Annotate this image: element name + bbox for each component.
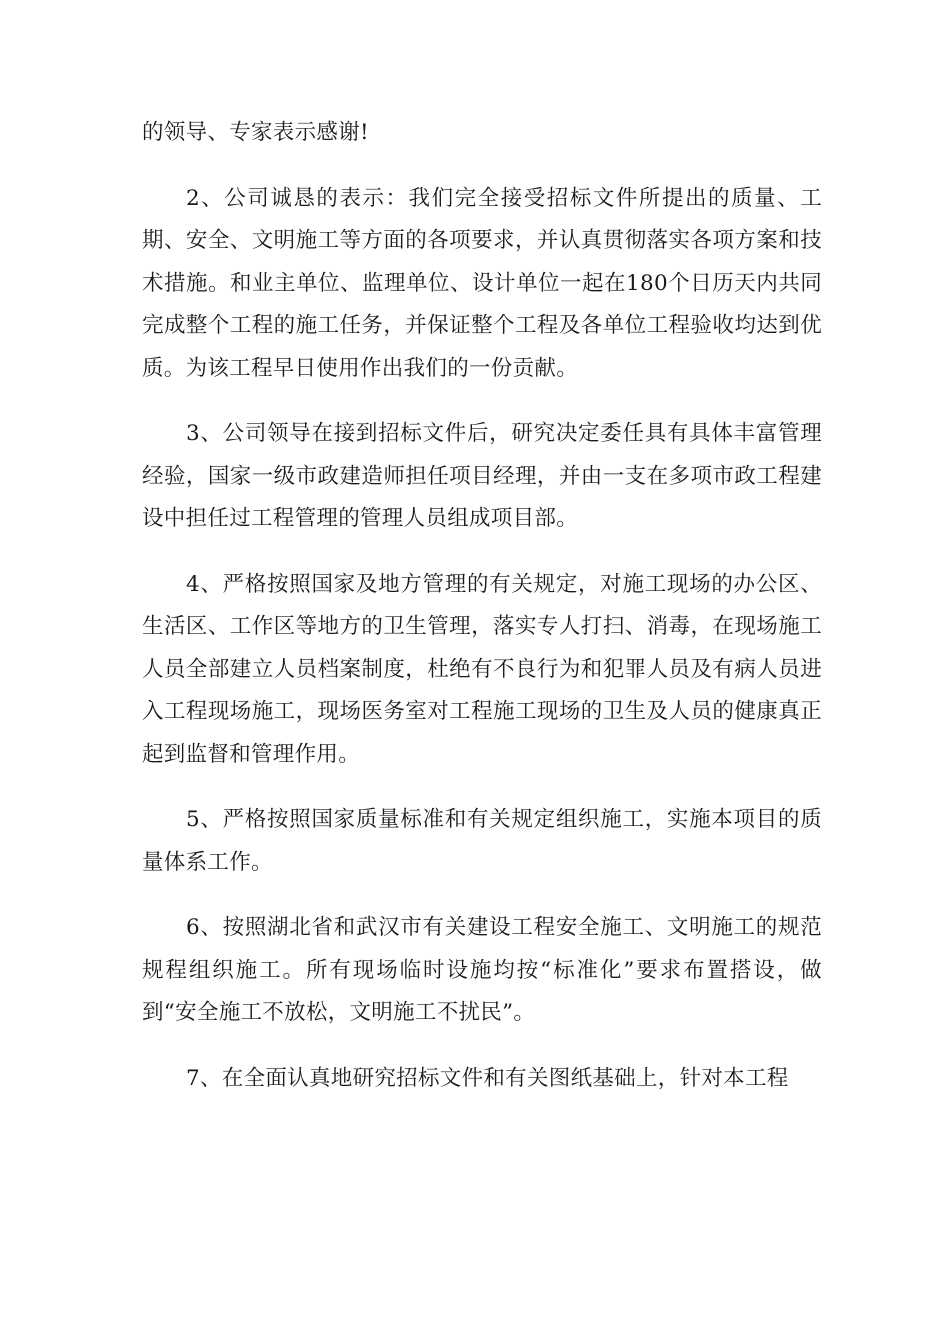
paragraph-item-6: 6、按照湖北省和武汉市有关建设工程安全施工、文明施工的规范规程组织施工。所有现场临时设施均按“标准化”要求布置搭设，做到“安全施工不放松，文明施工不扰民”。: [142, 915, 822, 1025]
paragraph-continuation: 的领导、专家表示感谢!: [142, 120, 369, 145]
paragraph-item-2: 2、公司诚恳的表示：我们完全接受招标文件所提出的质量、工期、安全、文明施工等方面的各项要求，并认真贯彻落实各项方案和技术措施。和业主单位、监理单位、设计单位一起在180个日历天内共同完成整个工程的施工任务，并保证整个工程及各单位工程验收均达到优质。为该工程早日使用作出我们的一份贡献。: [142, 185, 822, 381]
paragraph-item-7: 7、在全面认真地研究招标文件和有关图纸基础上，针对本工程: [186, 1065, 789, 1091]
paragraph-item-4: 4、严格按照国家及地方管理的有关规定，对施工现场的办公区、生活区、工作区等地方的卫生管理，落实专人打扫、消毒，在现场施工人员全部建立人员档案制度，杜绝有不良行为和犯罪人员及有病人员进入工程现场施工，现场医务室对工程施工现场的卫生及人员的健康真正起到监督和管理作用。: [142, 571, 822, 767]
paragraph-item-3: 3、公司领导在接到招标文件后，研究决定委任具有具体丰富管理经验，国家一级市政建造师担任项目经理，并由一支在多项市政工程建设中担任过工程管理的管理人员组成项目部。: [142, 421, 822, 531]
paragraph-item-5: 5、严格按照国家质量标准和有关规定组织施工，实施本项目的质量体系工作。: [142, 807, 822, 875]
document-body: [142, 112, 822, 1123]
